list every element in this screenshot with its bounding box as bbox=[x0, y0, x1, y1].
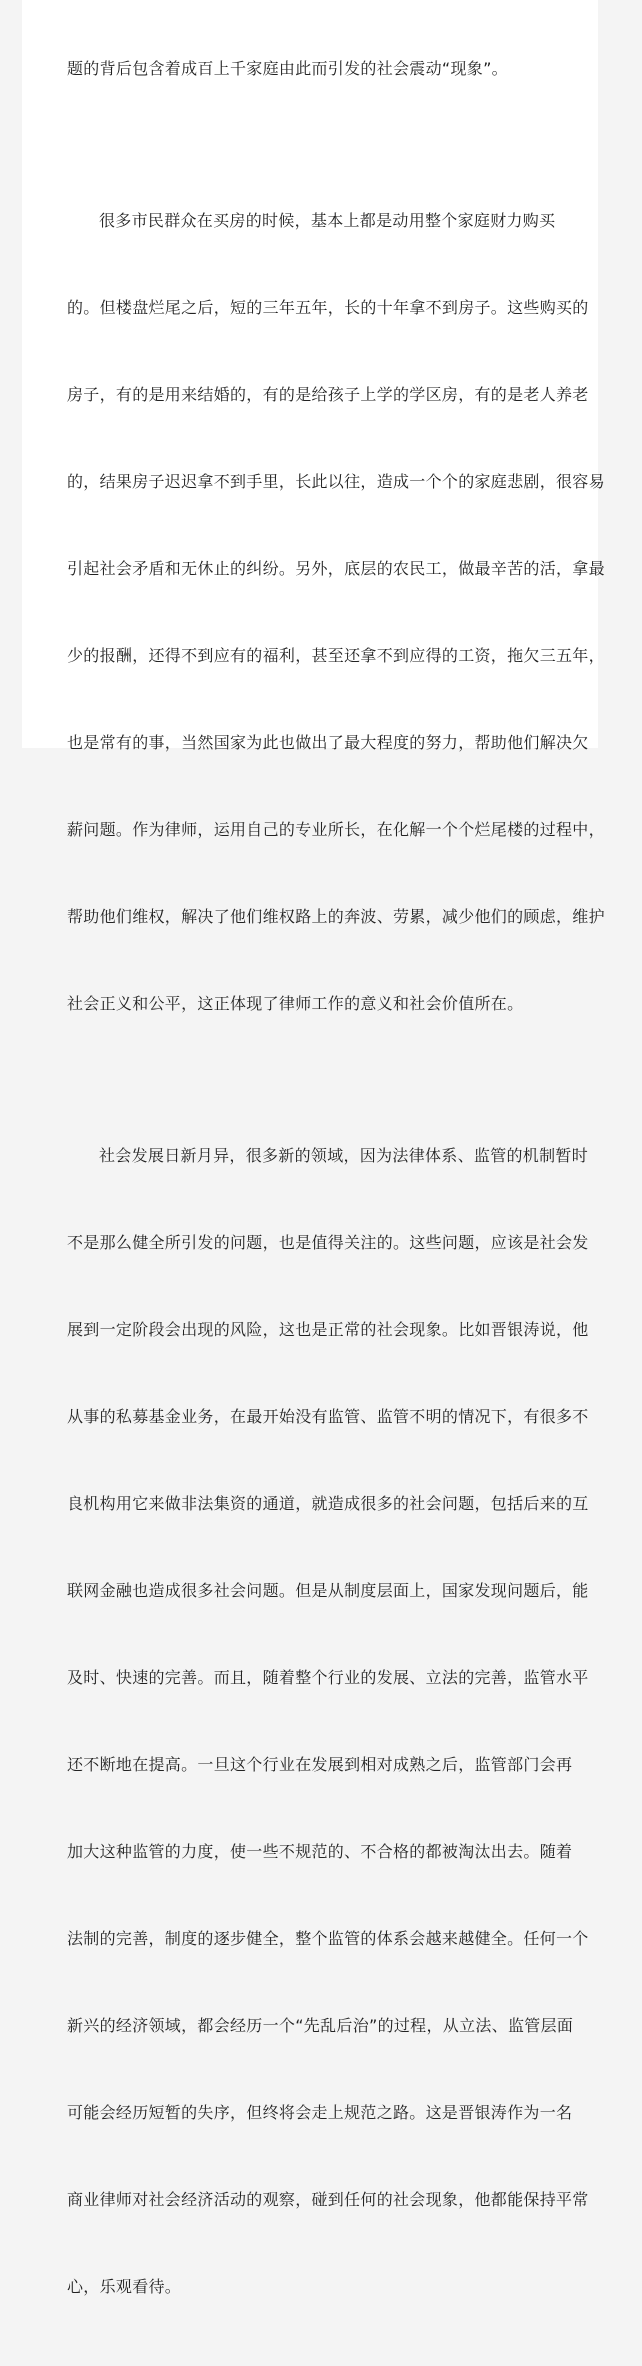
text-line: 心，乐观看待。 bbox=[67, 2277, 182, 2296]
text-line: 可能会经历短暂的失序，但终将会走上规范之路。这是晋银涛作为一名 bbox=[67, 2103, 573, 2122]
text-line: 也是常有的事，当然国家为此也做出了最大程度的努力，帮助他们解决欠 bbox=[67, 733, 589, 752]
text-line: 的，结果房子迟迟拿不到手里，长此以往，造成一个个的家庭悲剧，很容易 bbox=[67, 472, 605, 491]
paragraph-3 bbox=[67, 1083, 595, 2359]
text-line: 展到一定阶段会出现的风险，这也是正常的社会现象。比如晋银涛说，他 bbox=[67, 1320, 589, 1339]
text-line: 法制的完善，制度的逐步健全，整个监管的体系会越来越健全。任何一个 bbox=[67, 1929, 589, 1948]
text-line: 商业律师对社会经济活动的观察，碰到任何的社会现象，他都能保持平常 bbox=[67, 2190, 589, 2209]
text-line: 联网金融也造成很多社会问题。但是从制度层面上，国家发现问题后，能 bbox=[67, 1581, 589, 1600]
text-line: 还不断地在提高。一旦这个行业在发展到相对成熟之后，监管部门会再 bbox=[67, 1755, 573, 1774]
text-line: 加大这种监管的力度，使一些不规范的、不合格的都被淘汰出去。随着 bbox=[67, 1842, 573, 1861]
text-line: 题的背后包含着成百上千家庭由此而引发的社会震动“现象”。 bbox=[67, 59, 508, 78]
text-line: 帮助他们维权，解决了他们维权路上的奔波、劳累，减少他们的顾虑，维护 bbox=[67, 907, 605, 926]
text-line: 很多市民群众在买房的时候，基本上都是动用整个家庭财力购买 bbox=[99, 211, 556, 230]
text-line: 社会发展日新月异，很多新的领域，因为法律体系、监管的机制暂时 bbox=[99, 1146, 589, 1165]
text-line: 的。但楼盘烂尾之后，短的三年五年，长的十年拿不到房子。这些购买的 bbox=[67, 298, 589, 317]
text-line: 薪问题。作为律师，运用自己的专业所长，在化解一个个烂尾楼的过程中， bbox=[67, 820, 605, 839]
article-page bbox=[22, 0, 605, 2296]
text-line: 新兴的经济领域，都会经历一个“先乱后治”的过程，从立法、监管层面 bbox=[67, 2016, 574, 2035]
text-line: 不是那么健全所引发的问题，也是值得关注的。这些问题，应该是社会发 bbox=[67, 1233, 589, 1252]
text-line: 房子，有的是用来结婚的，有的是给孩子上学的学区房，有的是老人养老 bbox=[67, 385, 589, 404]
text-line: 引起社会矛盾和无休止的纠纷。另外，底层的农民工，做最辛苦的活，拿最 bbox=[67, 559, 605, 578]
text-line: 从事的私募基金业务，在最开始没有监管、监管不明的情况下，有很多不 bbox=[67, 1407, 589, 1426]
text-line: 及时、快速的完善。而且，随着整个行业的发展、立法的完善，监管水平 bbox=[67, 1668, 589, 1687]
text-line: 社会正义和公平，这正体现了律师工作的意义和社会价值所在。 bbox=[67, 994, 524, 1013]
text-line: 良机构用它来做非法集资的通道，就造成很多的社会问题，包括后来的互 bbox=[67, 1494, 589, 1513]
paragraph-1 bbox=[67, 0, 595, 141]
article-body bbox=[67, 0, 605, 2366]
text-line: 少的报酬，还得不到应有的福利，甚至还拿不到应得的工资，拖欠三五年， bbox=[67, 646, 605, 665]
paragraph-2 bbox=[67, 148, 605, 1076]
